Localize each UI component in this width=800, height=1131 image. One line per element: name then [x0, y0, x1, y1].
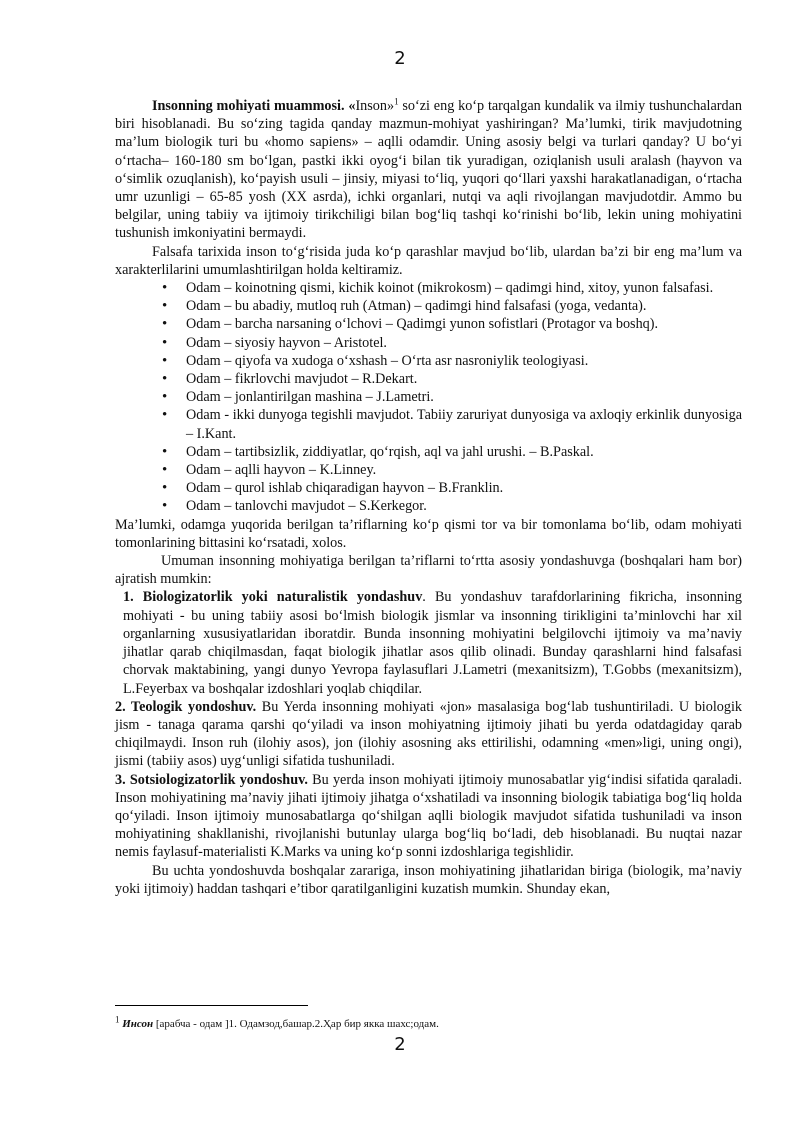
approach-text: . Bu yondashuv tarafdorlarining fikricha, insonning mohiyati - bu uning tabiiy asosi bo‘lmish biologik jismlar va insonning tirikligini ta’minlovchi har xil organlarning xususiyatlaridan iboratdir. Bunda insonning mohiyatini belgilovchi ijtimoiy va ma’naviy jihatlar qarab chiqilmasdan, faqat biologik jihatlar asos qilib olinadi. Bunday qarashlarni hind falsafasi chorvak maktabining, yangi dunyo Yevropa faylasuflari J.Lametri (mexanitsizm), T.Gobbs (mexanitsizm), L.Feyerbax va boshqalar izdoshlari yoqlab chiqdilar. — [123, 589, 742, 697]
footnote-separator — [115, 1005, 308, 1006]
term-inson: Inson» — [355, 98, 395, 114]
paragraph-approaches-intro: Umuman insonning mohiyatiga berilgan ta’riflarni to‘rtta asosiy yondashuvga (boshqalari ham bor) ajratish mumkin: — [115, 553, 742, 588]
page-number-top: 2 — [394, 48, 406, 69]
section-heading: Insonning mohiyati muammosi. — [152, 98, 345, 114]
approach-theological — [115, 698, 742, 771]
footnote-number: 1 — [115, 1014, 120, 1025]
approach-text: Bu Yerda insonning mohiyati «jon» masalasiga bog‘lab tushuntiriladi. U biologik jism - tanaga qarama qarshi qo‘yiladi va inson mohiyatning ijtimoiy jihati bu yerda odatdagiday qarab chiqilmaydi. Inson ruh (ilohiy asos), jon (ilohiy asosning aks ettirilishi, odamning «men»ligi, uning ongi), jismi (tabiiy asos) uyg‘unligi sifatida tushuniladi. — [115, 698, 742, 770]
list-item: • Odam – koinotning qismi, kichik koinot (mikrokosm) – qadimgi hind, xitoy, yunon falsafasi. — [186, 279, 742, 297]
approach-title: 2. Teologik yondoshuv. — [115, 698, 257, 715]
footnote-term: Инсон — [122, 1018, 154, 1030]
list-item: • Odam – jonlantirilgan mashina – J.Lametri. — [186, 388, 742, 406]
list-item: • Odam – aqlli hayvon – K.Linney. — [186, 461, 742, 479]
list-item: • Odam – barcha narsaning o‘lchovi – Qadimgi yunon sofistlari (Protagor va boshq). — [186, 315, 742, 333]
footnote-ref[interactable]: 1 — [394, 96, 399, 107]
list-item: • Odam - ikki dunyoga tegishli mavjudot. Tabiiy zaruriyat dunyosiga va axloqiy erkinlik dunyosiga – I.Kant. — [186, 406, 742, 442]
footnote-text: [арабча - одам ]1. Одамзод,башар.2.Ҳар бир якка шахс;одам. — [153, 1018, 439, 1030]
approach-title: 3. Sotsiologizatorlik yondoshuv. — [115, 771, 308, 788]
document-body — [115, 97, 742, 898]
intro-text: so‘zi eng ko‘p tarqalgan kundalik va ilmiy tushunchalardan biri hisoblanadi. Bu so‘zing tagida qanday mazmun-mohiyat yashiringan? Ma’lumki, tirik mavjudotning ma’lum biologik turi bu «homo sapiens» – aqlli odamdir. Uning asosiy belgi va turlari qanday? U bo‘yi o‘rtacha– 160-180 sm bo‘lgan, pastki ikki oyog‘i bilan tik yuradigan, oziqlanish usuli aralash (hayvon va o‘simlik ozuqlanish), ko‘payish usuli – jinsiy, miyasi to‘liq, yuqori qo‘llari yaxshi harakatlanadigan, o‘rtacha umr uzunligi – 65-85 yosh (XX asrda), ichki organlari, nutqi va aqli rivojlangan mavjudotdir. Ammo bu belgilar, uning tabiiy va ijtimoiy tirikchiligi bilan bog‘liq tashqi ko‘rinishi bo‘lib, lekin uning mohiyatini tushunish imkoniyatini bermaydi. — [115, 98, 742, 242]
paragraph-history: Falsafa tarixida inson to‘g‘risida juda ko‘p qarashlar mavjud bo‘lib, ulardan ba’zi bir eng ma’lum va xarakterlilarini umumlashtirilgan holda keltiramiz. — [115, 243, 742, 278]
approach-biological — [115, 588, 742, 697]
approach-text: Bu yerda inson mohiyati ijtimoiy munosabatlar yig‘indisi sifatida qaraladi. Inson mohiyatining ma’naviy jihati ijtimoiy jihatga o‘xshatiladi va insonning biologik tabiatiga bog‘liq holda qo‘yiladi. Inson ijtimoiy munosabatlarga qo‘shilgan aqlli biologik mavjudot sifatida tushuniladi va inson mohiyatining shakllanishi, rivojlanishi butunlay ularga bog‘liq bo‘ladi, deb hisoblanadi. Bu nuqtai nazar nemis faylasuf-materialisti K.Marks va uning ko‘p sonni izdoshlariga tegishlidir. — [115, 771, 742, 861]
footnote — [115, 1014, 755, 1031]
list-item: • Odam – bu abadiy, mutloq ruh (Atman) – qadimgi hind falsafasi (yoga, vedanta). — [186, 297, 742, 315]
approach-sociological — [115, 771, 742, 862]
quote-open: « — [344, 98, 356, 114]
list-item: • Odam – siyosiy hayvon – Aristotel. — [186, 334, 742, 352]
page-number-bottom: 2 — [394, 1034, 406, 1055]
paragraph-conclusion: Bu uchta yondoshuvda boshqalar zarariga, inson mohiyatining jihatlaridan biriga (biologik, ma’naviy yoki ijtimoiy) haddan tashqari e’tibor qaratilganligini kuzatish mumkin. Shunday ekan, — [115, 862, 742, 897]
list-item: • Odam – qurol ishlab chiqaradigan hayvon – B.Franklin. — [186, 479, 742, 497]
list-item: • Odam – fikrlovchi mavjudot – R.Dekart. — [186, 370, 742, 388]
paragraph-intro — [115, 97, 742, 243]
definitions-list — [115, 279, 742, 516]
list-item: • Odam – tanlovchi mavjudot – S.Kerkegor. — [186, 497, 742, 515]
approach-title: 1. Biologizatorlik yoki naturalistik yondashuv — [123, 589, 423, 606]
list-item: • Odam – tartibsizlik, ziddiyatlar, qo‘rqish, aql va jahl urushi. – B.Paskal. — [186, 443, 742, 461]
paragraph-summary: Ma’lumki, odamga yuqorida berilgan ta’riflarning ko‘p qismi tor va bir tomonlama bo‘lib, odam mohiyati tomonlarining bittasini ko‘rsatadi, xolos. — [115, 516, 742, 551]
list-item: • Odam – qiyofa va xudoga o‘xshash – O‘rta asr nasroniylik teologiyasi. — [186, 352, 742, 370]
